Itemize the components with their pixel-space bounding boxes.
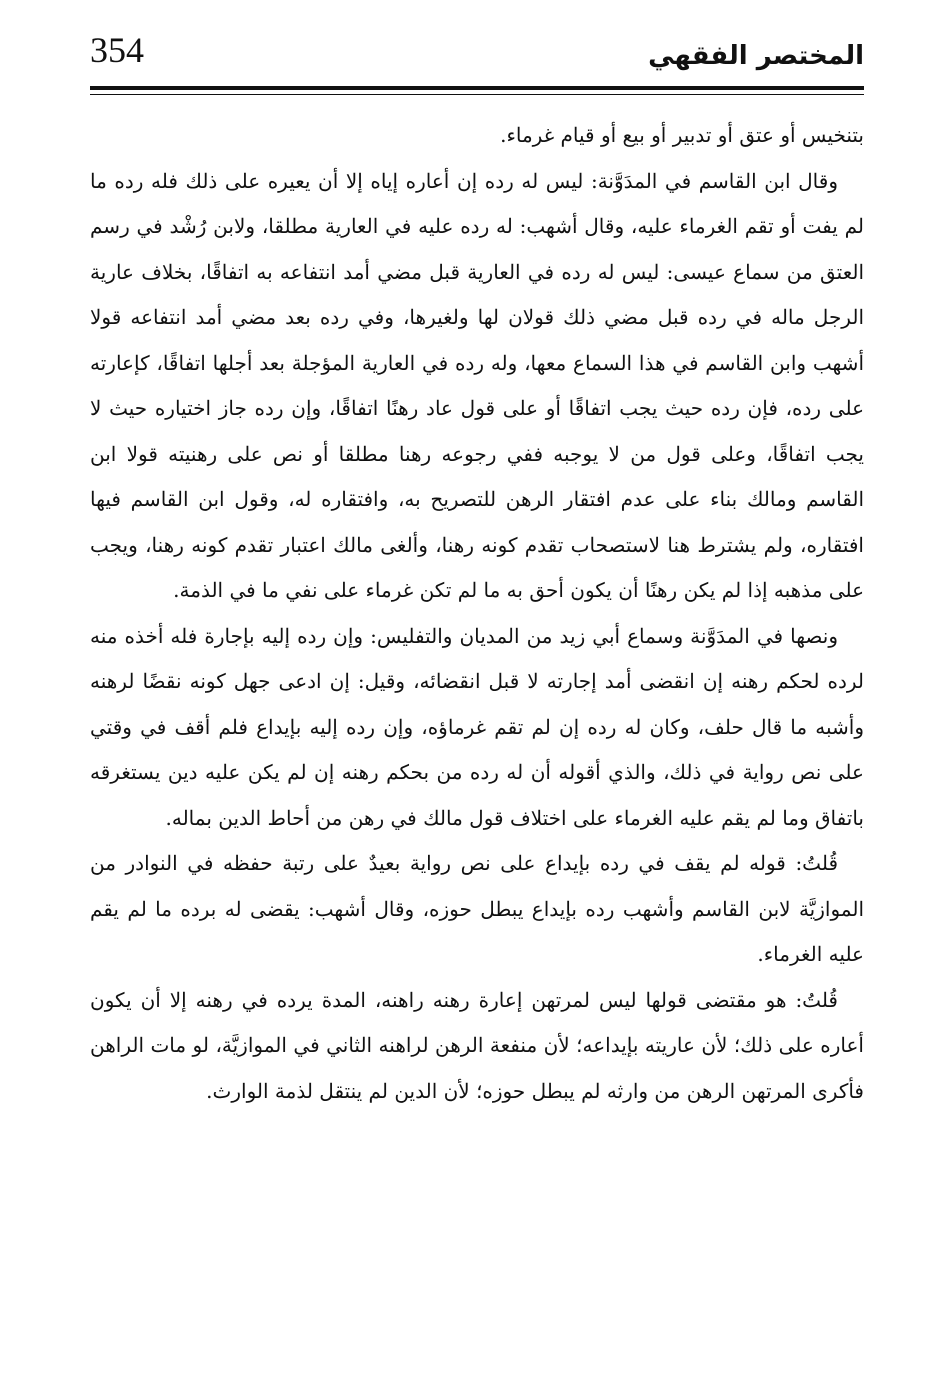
header-rule-thin (90, 94, 864, 95)
page-number: 354 (90, 30, 144, 70)
paragraph: ونصها في المدَوَّنة وسماع أبي زيد من المديان والتفليس: وإن رده إليه بإجارة فله أخذه منه لرده لحكم رهنه إن انقضى أمد إجارته لا قبل انقضائه، وقيل: إن ادعى جهل كونه نقضًا لرهنه وأشبه ما قال حلف، وكان له رده إن لم تقم غرماؤه، وإن رده إليه بإيداع فلم أقف في وقتي على نص رواية في ذلك، والذي أقوله أن له رده من بحكم رهنه إن لم يكن عليه دين يستغرقه باتفاق وما لم يقم عليه الغرماء على اختلاف قول مالك في رهن من أحاط الدين بماله. (90, 623, 864, 830)
paragraph: قُلتُ: قوله لم يقف في رده بإيداع على نص رواية بعيدٌ على رتبة حفظه في النوادر من الموازيَّة لابن القاسم وأشهب رده بإيداع يبطل حوزه، وقال أشهب: يقضى له برده ما لم يقم عليه الغرماء. (90, 851, 864, 966)
paragraph: بتنخيس أو عتق أو تدبير أو بيع أو قيام غرماء. (500, 123, 864, 147)
paragraph: قُلتُ: هو مقتضى قولها ليس لمرتهن إعارة رهنه راهنه، المدة يرده في رهنه إلا أن يكون أعاره على ذلك؛ لأن عاريته بإيداعه؛ لأن منفعة الرهن لراهنه الثاني في الموازيَّة، لو مات الراهن فأكرى المرتهن الرهن من وارثه لم يبطل حوزه؛ لأن الدين لم ينتقل لذمة الوارث. (90, 987, 864, 1103)
header-rule-thick (90, 86, 864, 90)
body-text (90, 113, 864, 1114)
paragraph: وقال ابن القاسم في المدَوَّنة: ليس له رده إن أعاره إياه إلا أن يعيره على ذلك فله رده ما لم يفت أو تقم الغرماء عليه، وقال أشهب: له رده عليه في العارية مطلقا، ولابن رُشْد في رسم العتق من سماع عيسى: ليس له رده في العارية قبل مضي أمد انتفاعه به اتفاقًا، بخلاف عارية الرجل ماله في رده قبل مضي ذلك قولان لها ولغيرها، وفي رده بعد مضي أمد انتفاعه قولا أشهب وابن القاسم في هذا السماع معها، وله رده في العارية المؤجلة بعد أجلها اتفاقًا، كإعارته على رده، فإن رده حيث يجب اتفاقًا أو على قول عاد رهنًا اتفاقًا، وإن رده جاز اختياره حيث لا يجب اتفاقًا، وعلى قول من لا يوجبه ففي رجوعه رهنا مطلقا أو نص على رهنيته قولا ابن القاسم ومالك بناء على عدم افتقار الرهن للتصريح به، وافتقاره له، وقول ابن القاسم فيها افتقاره، ولم يشترط هنا لاستصحاب تقدم كونه رهنا، وألغى مالك اعتبار تقدم كونه رهنا، ويجب على مذهبه إذا لم يكن رهنًا أن يكون أحق به ما لم تكن غرماء على نفي ما في الذمة. (90, 168, 865, 602)
page-header (90, 28, 864, 90)
running-title: المختصر الفقهي (648, 41, 864, 71)
